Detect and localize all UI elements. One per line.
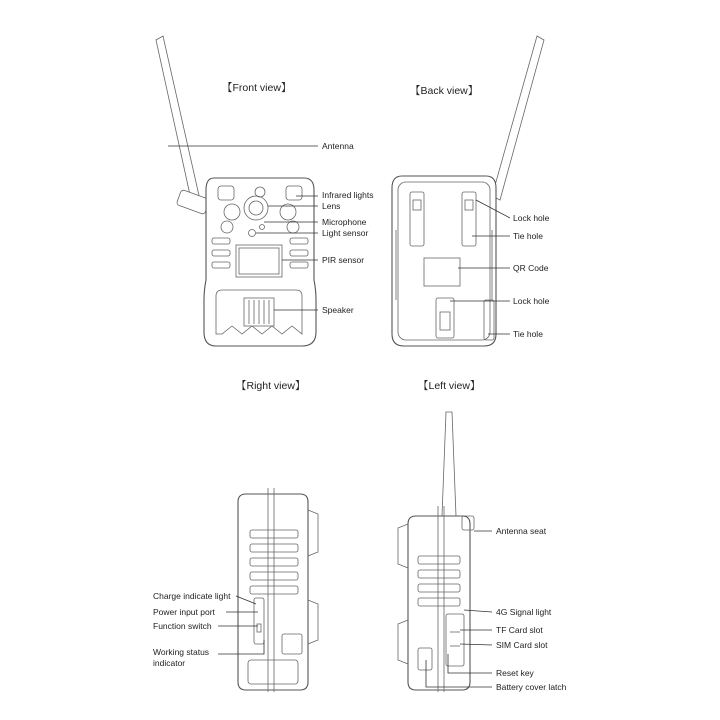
label-antenna: Antenna — [322, 141, 354, 151]
label-sim-card-slot: SIM Card slot — [496, 640, 548, 650]
back-view-title: 【Back view】 — [410, 85, 479, 97]
left-view-title: 【Left view】 — [418, 380, 481, 392]
label-reset-key: Reset key — [496, 668, 534, 678]
front-view-title: 【Front view】 — [222, 82, 292, 94]
label-tie-hole-bottom: Tie hole — [513, 329, 543, 339]
label-microphone: Microphone — [322, 217, 367, 227]
label-speaker: Speaker — [322, 305, 354, 315]
label-lock-hole-bottom: Lock hole — [513, 296, 550, 306]
label-lock-hole-top: Lock hole — [513, 213, 550, 223]
label-light-sensor: Light sensor — [322, 228, 369, 238]
label-working-status-line2: indicator — [153, 658, 186, 668]
label-tie-hole-top: Tie hole — [513, 231, 543, 241]
label-qr-code: QR Code — [513, 263, 549, 273]
label-power-input-port: Power input port — [153, 607, 215, 617]
label-antenna-seat: Antenna seat — [496, 526, 547, 536]
label-infrared-lights: Infrared lights — [322, 190, 374, 200]
label-lens: Lens — [322, 201, 341, 211]
right-view-title: 【Right view】 — [236, 380, 306, 392]
label-pir-sensor: PIR sensor — [322, 255, 365, 265]
label-function-switch: Function switch — [153, 621, 212, 631]
right-view-drawing — [238, 488, 318, 692]
label-4g-signal-light: 4G Signal light — [496, 607, 552, 617]
label-battery-cover-latch: Battery cover latch — [496, 682, 567, 692]
label-tf-card-slot: TF Card slot — [496, 625, 543, 635]
left-view-drawing — [398, 412, 474, 692]
label-charge-indicate-light: Charge indicate light — [153, 591, 231, 601]
label-working-status-line1: Working status — [153, 647, 210, 657]
